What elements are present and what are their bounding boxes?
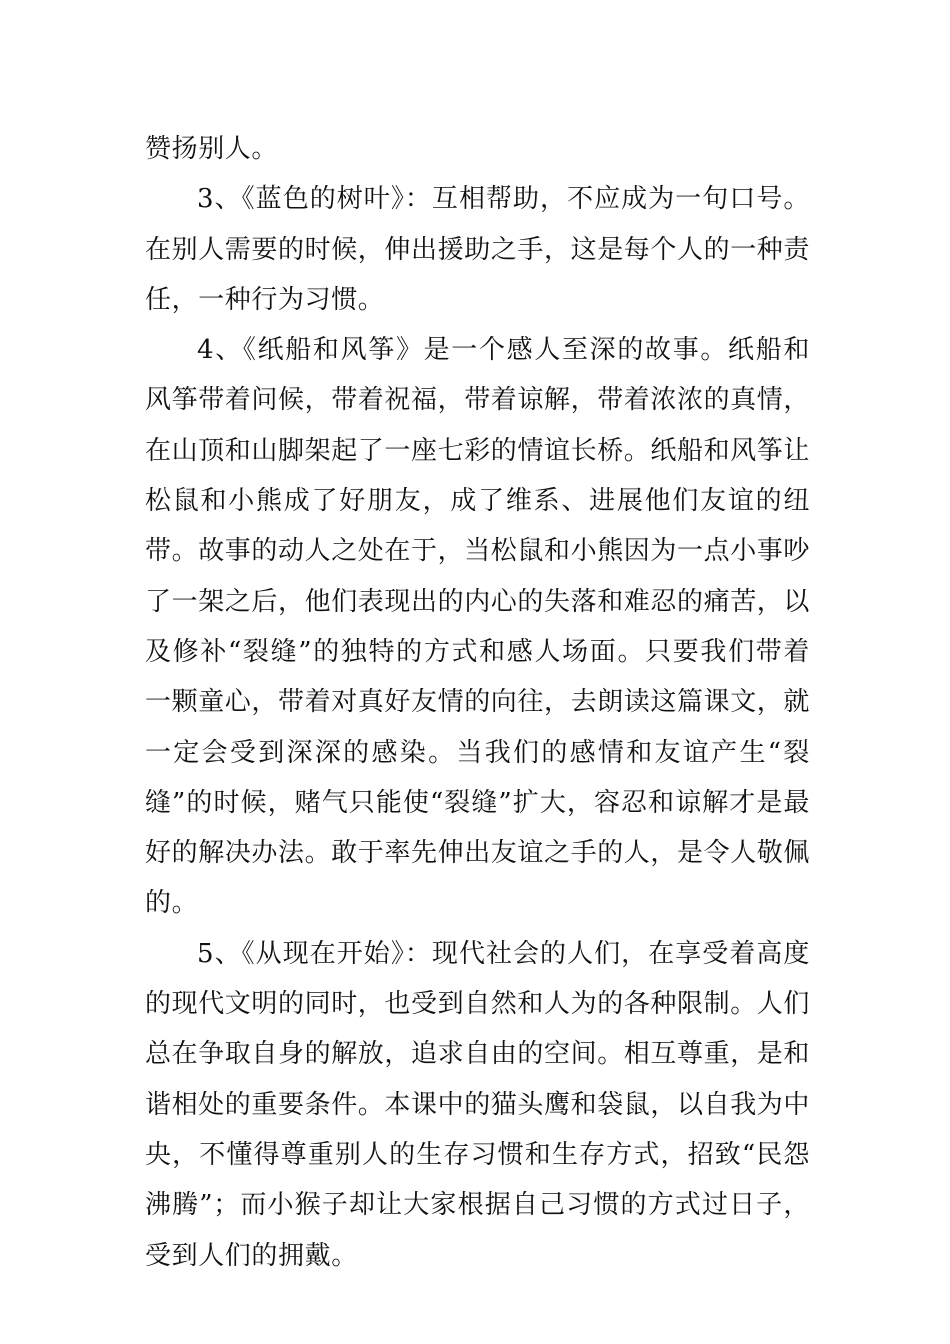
paragraph-item-5: 5、《从现在开始》：现代社会的人们，在享受着高度的现代文明的同时，也受到自然和人为的各种限制。人们总在争取自身的解放，追求自由的空间。相互尊重，是和谐相处的重要条件。本课中的猫头鹰和袋鼠，以自我为中央，不懂得尊重别人的生存习惯和生存方式，招致“民怨沸腾”；而小猴子却让大家根据自己习惯的方式过日子，受到人们的拥戴。 — [145, 938, 811, 1271]
document-body — [145, 124, 810, 1281]
paragraph-continuation: 赞扬别人。 — [145, 134, 279, 164]
paragraph-item-4: 4、《纸船和风筝》是一个感人至深的故事。纸船和风筝带着问候，带着祝福，带着谅解，带着浓浓的真情，在山顶和山脚架起了一座七彩的情谊长桥。纸船和风筝让松鼠和小熊成了好朋友，成了维系、进展他们友谊的纽带。故事的动人之处在于，当松鼠和小熊因为一点小事吵了一架之后，他们表现出的内心的失落和难忍的痛苦，以及修补“裂缝”的独特的方式和感人场面。只要我们带着一颗童心，带着对真好友情的向往，去朗读这篇课文，就一定会受到深深的感染。当我们的感情和友谊产生“裂缝”的时候，赌气只能使“裂缝”扩大，容忍和谅解才是最好的解决办法。敢于率先伸出友谊之手的人，是令人敬佩的。 — [145, 335, 811, 919]
paragraph-item-3: 3、《蓝色的树叶》：互相帮助，不应成为一句口号。在别人需要的时候，伸出援助之手，这是每个人的一种责任，一种行为习惯。 — [145, 184, 811, 315]
